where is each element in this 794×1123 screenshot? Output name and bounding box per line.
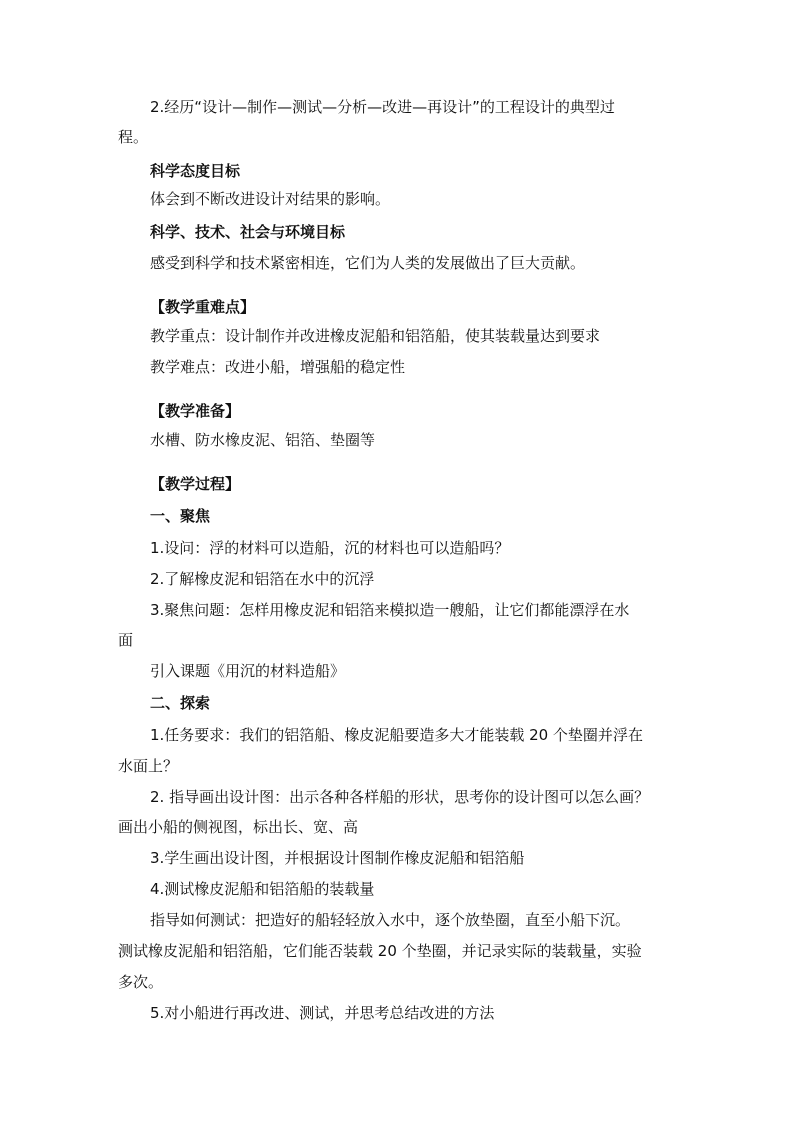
sts-text: 感受到科学和技术紧密相连，它们为人类的发展做出了巨大贡献。: [150, 254, 586, 272]
s2-item5: 5.对小船进行再改进、测试，并思考总结改进的方法: [150, 1004, 495, 1022]
s1-item3-line2: 面: [118, 631, 134, 649]
prep-text: 水槽、防水橡皮泥、铝箔、垫圈等: [150, 431, 376, 449]
key-point: 教学重点：设计制作并改进橡皮泥船和铝箔船，使其装载量达到要求: [150, 327, 601, 345]
prep-heading: 【教学准备】: [150, 402, 241, 420]
s2-item4: 4.测试橡皮泥船和铝箔船的装载量: [150, 880, 375, 898]
s2-guide-line3: 多次。: [118, 973, 164, 991]
difficult-point: 教学难点：改进小船，增强船的稳定性: [150, 358, 406, 376]
section1-heading: 一、聚焦: [150, 507, 211, 525]
attitude-heading: 科学态度目标: [150, 162, 241, 180]
s2-item1-line2: 水面上？: [118, 757, 179, 775]
process-heading: 【教学过程】: [150, 475, 241, 493]
s2-item3: 3.学生画出设计图，并根据设计图制作橡皮泥船和铝箔船: [150, 849, 525, 867]
s2-item2-line1: 2. 指导画出设计图：出示各种各样船的形状，思考你的设计图可以怎么画？: [150, 788, 650, 806]
section2-heading: 二、探索: [150, 694, 211, 712]
s1-item1: 1.设问：浮的材料可以造船，沉的材料也可以造船吗？: [150, 539, 510, 557]
s2-guide-line2: 测试橡皮泥船和铝箔船，它们能否装载 20 个垫圈，并记录实际的装载量，实验: [118, 942, 642, 960]
goal-item-2-line1: 2.经历“设计—制作—测试—分析—改进—再设计”的工程设计的典型过: [150, 98, 615, 116]
s2-item2-line2: 画出小船的侧视图，标出长、宽、高: [118, 818, 359, 836]
s1-intro: 引入课题《用沉的材料造船》: [150, 662, 346, 680]
key-points-heading: 【教学重难点】: [150, 298, 256, 316]
attitude-text: 体会到不断改进设计对结果的影响。: [150, 190, 391, 208]
s2-guide-line1: 指导如何测试：把造好的船轻轻放入水中，逐个放垫圈，直至小船下沉。: [150, 911, 631, 929]
s2-item1-line1: 1.任务要求：我们的铝箔船、橡皮泥船要造多大才能装载 20 个垫圈并浮在: [150, 726, 643, 744]
s1-item2: 2.了解橡皮泥和铝箔在水中的沉浮: [150, 570, 375, 588]
sts-heading: 科学、技术、社会与环境目标: [150, 223, 346, 241]
s1-item3-line1: 3.聚焦问题：怎样用橡皮泥和铝箔来模拟造一艘船，让它们都能漂浮在水: [150, 601, 630, 619]
goal-item-2-line2: 程。: [118, 128, 149, 146]
